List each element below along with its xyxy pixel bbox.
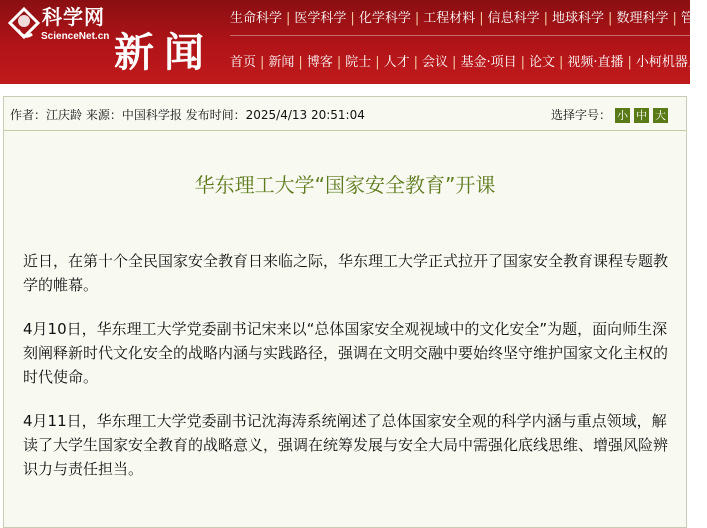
logo-text[interactable]: 科学网 bbox=[42, 5, 105, 29]
font-size-selector bbox=[551, 108, 668, 123]
main-nav bbox=[230, 55, 701, 71]
article-container bbox=[3, 96, 687, 528]
nav-link[interactable]: 基金·项目 bbox=[460, 55, 517, 70]
nav-separator: | bbox=[479, 11, 484, 26]
nav-link[interactable]: 人才 bbox=[383, 55, 410, 70]
nav-link[interactable]: 会议 bbox=[422, 55, 449, 70]
nav-separator: | bbox=[543, 11, 549, 26]
nav-separator: | bbox=[414, 11, 420, 26]
paragraph: 近日，在第十个全民国家安全教育日来临之际，华东理工大学正式拉开了国家安全教育课程专题教学的帷幕。 bbox=[23, 252, 669, 294]
nav-separator: | bbox=[350, 11, 355, 26]
nav-link[interactable]: 信息科学 bbox=[487, 11, 540, 26]
site-header bbox=[0, 0, 707, 84]
nav-separator: | bbox=[298, 55, 303, 70]
nav-separator: | bbox=[413, 55, 419, 70]
nav-separator: | bbox=[375, 55, 380, 70]
font-size-label: 选择字号： bbox=[550, 108, 611, 122]
section-title: 新闻 bbox=[114, 30, 214, 76]
nav-link[interactable]: 新闻 bbox=[268, 55, 295, 70]
nav-link[interactable]: 博客 bbox=[306, 55, 333, 70]
nav-link[interactable]: 化学科学 bbox=[358, 11, 411, 26]
logo-subtitle: ScienceNet.cn bbox=[41, 31, 110, 42]
paragraph: 4月10日，华东理工大学党委副书记宋来以“总体国家安全观视域中的文化安全”为题，面向师生深刻阐释新时代文化安全的战略内涵与实践路径，强调在文明交融中要始终坚守维护国家文化主权的时代使命。 bbox=[23, 320, 669, 386]
nav-separator: | bbox=[336, 55, 342, 70]
font-size-small-button[interactable]: 小 bbox=[617, 109, 628, 122]
nav-separator: | bbox=[627, 55, 632, 70]
nav-link[interactable]: 论文 bbox=[528, 55, 555, 70]
nav-link[interactable]: 工程材料 bbox=[423, 11, 476, 26]
nav-separator: | bbox=[286, 11, 291, 26]
nav-separator: | bbox=[608, 11, 613, 26]
nav-divider bbox=[230, 35, 690, 36]
paragraph: 4月11日，华东理工大学党委副书记沈海涛系统阐述了总体国家安全观的科学内涵与重点领域，解读了大学生国家安全教育的战略意义，强调在统筹发展与安全大局中需强化底线思维、增强风险辨识力与责任担当。 bbox=[23, 412, 669, 478]
nav-link[interactable]: 生命科学 bbox=[230, 11, 283, 26]
nav-link[interactable]: 地球科学 bbox=[552, 11, 605, 26]
nav-separator: | bbox=[558, 55, 564, 70]
nav-link[interactable]: 医学科学 bbox=[294, 11, 347, 26]
nav-link[interactable]: 视频·直播 bbox=[567, 55, 624, 70]
article-body bbox=[23, 249, 671, 501]
font-size-large-button[interactable]: 大 bbox=[655, 109, 666, 122]
nav-link[interactable]: 小柯机器人 bbox=[635, 55, 701, 70]
nav-separator: | bbox=[452, 55, 457, 70]
category-nav bbox=[230, 11, 707, 27]
nav-link[interactable]: 院士 bbox=[345, 55, 372, 70]
divider bbox=[4, 130, 686, 131]
nav-separator: | bbox=[672, 11, 677, 26]
nav-link[interactable]: 数理科学 bbox=[616, 11, 669, 26]
nav-separator: | bbox=[520, 55, 525, 70]
nav-separator: | bbox=[260, 55, 265, 70]
nav-link[interactable]: 管理 bbox=[680, 11, 707, 26]
article-title: 华东理工大学“国家安全教育”开课 bbox=[194, 173, 496, 197]
nav-link[interactable]: 首页 bbox=[230, 55, 257, 70]
font-size-medium-button[interactable]: 中 bbox=[636, 109, 647, 122]
article-meta: 作者：江庆龄 来源：中国科学报 发布时间：2025/4/13 20:51:04 bbox=[10, 108, 365, 122]
